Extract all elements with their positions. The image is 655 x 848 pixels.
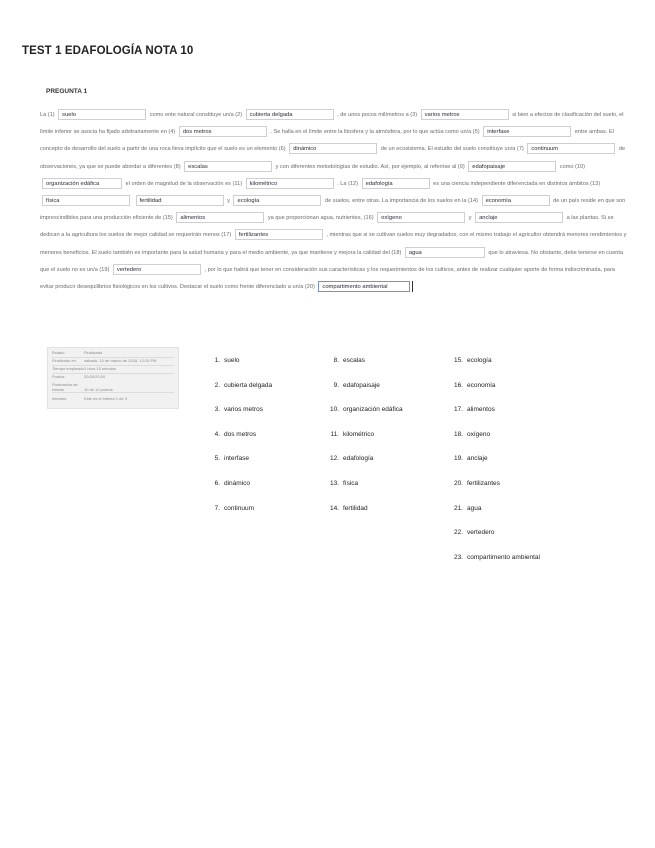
answer-gap-21[interactable]: agua [405,247,485,258]
item-number: 13. [329,479,339,487]
answer-gap-7[interactable]: continuum [527,143,615,154]
item-number: 16. [453,381,463,389]
item-number: 23. [453,553,463,561]
word-bank-item [212,505,272,530]
attempt-info-panel [47,347,179,409]
info-divider [52,365,174,366]
item-number: 9. [333,381,339,389]
info-value: 1 hora 13 minutos [84,366,117,371]
page-title: TEST 1 EDAFOLOGÍA NOTA 10 [22,45,194,57]
item-word: cubierta delgada [224,381,273,389]
answer-gap-10[interactable]: organización edáfica [42,178,122,189]
info-label: Estado [52,350,65,355]
item-number: 11. [330,430,339,438]
item-word: dos metros [224,430,257,438]
passage-text: ya que proporcionan agua, nutrientes, (16) [266,215,376,222]
answer-gap-15[interactable]: ecología [233,195,321,206]
info-row [52,358,174,363]
passage-text [132,198,134,204]
passage-text: . Se halla en el límite entre la litosfera y la atmósfera, por lo que actúa como un/a (5) [268,129,482,136]
info-row [52,382,174,392]
info-row [52,366,174,371]
passage-text: y [467,215,474,222]
info-label: Puntos [52,374,65,379]
item-word: escalas [343,357,366,364]
answer-gap-13[interactable]: física [42,195,130,206]
item-number: 7. [214,504,220,512]
info-divider [52,373,174,374]
item-number: 15. [453,357,463,364]
info-label: Tiempo empleado [52,366,84,371]
answer-gap-9[interactable]: edafopaisaje [468,161,556,172]
item-number: 8. [333,357,339,364]
passage-text: que lo atraviesa. No obstante, debe tenerse en cuenta que el suelo no es un/a (19) [40,249,624,273]
passage-text: el orden de magnitud de la observación es (11) [124,180,244,187]
word-bank-item [212,431,272,456]
info-label: Finalizado en [52,358,76,363]
passage-text: de observaciones, ya que se puede abordar a diferentes (8) [40,146,626,170]
word-bank-item [328,406,403,431]
word-bank-item [212,455,272,480]
word-bank-column-3 [452,357,540,578]
word-bank-item [452,554,540,579]
item-number: 2. [214,381,220,389]
item-word: varios metros [224,406,264,414]
item-word: edafopaisaje [343,381,380,389]
answer-gap-16[interactable]: economía [482,195,550,206]
passage-text: si bien a efectos de clasificación del suelo, el límite inferior se asocia ha fijado arbitrariamente en (4) [40,112,624,136]
word-bank-item [212,480,272,505]
passage-text: de un ecosistema. El estudio del suelo constituye un/a (7) [379,146,526,153]
passage-text: entre ambas. El concepto de desarrollo del suelo a partir de una roca lleva implícito que el suelo es un elemento (6) [40,129,614,153]
answer-gap-3[interactable]: varios metros [421,109,509,120]
item-number: 4. [214,430,220,438]
word-bank-item [328,357,403,382]
item-word: edafología [343,455,374,463]
word-bank-item [452,406,540,431]
info-value: sábado, 10 de marzo de 2018, 12:24 PM [84,358,157,363]
word-bank-item [328,505,403,530]
word-bank-item [452,505,540,530]
item-word: dinámico [224,479,251,487]
answer-gap-23[interactable]: compartimento ambiental [318,281,410,292]
info-row [52,396,174,401]
answer-gap-4[interactable]: dos metros [179,126,267,137]
passage-text: es una ciencia independiente diferenciada en distintos ámbitos (13) [431,180,601,187]
passage-text: de suelos, entre otras. La importancia de los suelos en la (14) [323,198,480,205]
passage-text: , por lo que habrá que tener en consideración sus características y los requerimientos de los cultivos, antes de realizar cualquier aporte de forma indiscriminada, para evitar producir desequilibrios fisiológicos en los cultivos. Destacar el suelo como frente diferenciado a un/a (20) [40,266,615,291]
word-bank-item [452,455,540,480]
word-bank-item [452,382,540,407]
answer-gap-18[interactable]: oxígeno [377,212,465,223]
item-word: oxígeno [467,430,491,438]
word-bank-item [452,357,540,382]
answer-gap-2[interactable]: cubierta delgada [246,109,334,120]
answer-gap-1[interactable]: suelo [58,109,146,120]
item-word: organización edáfica [343,406,403,414]
word-bank-item [328,382,403,407]
passage-text: . La (12) [335,180,360,187]
passage-text: y con diferentes metodologías de estudio. Así, por ejemplo, al referirse al (9) [274,163,467,170]
info-row [52,350,174,355]
word-bank-item [328,431,403,456]
answer-gap-6[interactable]: dinámico [289,143,377,154]
info-divider [52,392,174,393]
item-number: 5. [214,455,220,463]
item-word: fertilidad [343,504,368,512]
answer-gap-12[interactable]: edafología [362,178,430,189]
word-bank-item [328,480,403,505]
passage-text: , de unos pocos milímetros a (3) [335,112,419,118]
passage-text: como (10) [558,163,585,170]
item-number: 19. [453,455,463,463]
item-number: 18. [453,430,463,438]
word-bank-column-2 [328,357,403,529]
item-word: agua [467,504,482,512]
word-bank-item [452,529,540,554]
info-divider [52,357,174,358]
word-bank-column-1 [212,357,272,529]
item-word: suelo [224,357,240,364]
word-bank-item [212,406,272,431]
item-number: 6. [214,479,220,487]
info-label: Puntuación de Intento [52,382,78,392]
item-word: interfase [224,455,249,463]
info-value: 20,00/20,00 [84,374,106,379]
passage-text: como ente natural constituye un/a (2) [148,112,244,118]
answer-gap-17[interactable]: alimentos [176,212,264,223]
item-number: 17. [453,406,463,414]
answer-gap-8[interactable]: escalas [184,161,272,172]
word-bank-item [452,431,540,456]
word-bank-item [452,480,540,505]
answer-gap-14[interactable]: fertilidad [136,195,224,206]
text-caret [412,281,413,292]
info-label: Intentos [52,396,67,401]
item-number: 3. [214,406,220,414]
item-number: 20. [453,479,463,487]
info-value: Este es el intento 1 de 3 [84,396,127,401]
item-word: anclaje [467,455,488,463]
answer-gap-19[interactable]: anclaje [475,212,563,223]
passage-text: a las plantas. Si se dedican a la agricultura los suelos de mejor calidad se requerirán menos (17) [40,215,614,239]
passage-text: y [225,198,232,205]
info-value: Finalizado [84,350,103,355]
info-row [52,374,174,379]
item-number: 10. [329,406,339,414]
answer-gap-5[interactable]: interfase [483,126,571,137]
item-word: física [343,479,359,487]
item-word: economía [467,381,496,389]
question-heading: PREGUNTA 1 [46,88,88,95]
answer-gap-11[interactable]: kilométrico [246,178,334,189]
info-value: 10 de 10 puntos [84,387,113,392]
word-bank-item [212,357,272,382]
item-word: vertedero [467,529,495,537]
answer-gap-22[interactable]: vertedero [113,264,201,275]
item-number: 22. [453,529,463,537]
item-word: ecología [467,357,492,364]
item-number: 1. [214,357,220,364]
item-word: continuum [224,504,254,512]
item-word: fertilizantes [467,479,500,487]
passage-text: de un país reside en que son imprescindibles para una producción eficiente de (15) [40,198,626,222]
passage-text: , mientras que si se cultivan suelos muy degradados, con el mismo trabajo el agricultor obtendrá menores rendimientos y menores beneficios. El suelo también es importante para la salud humana y para el medio ambiente, ya que mantiene y mejora la calidad del (18) [40,232,627,256]
item-number: 14. [329,504,339,512]
word-bank-item [212,382,272,407]
item-word: compartimento ambiental [467,553,540,561]
answer-gap-20[interactable]: fertilizantes [235,229,323,240]
item-number: 21. [453,504,463,512]
item-word: alimentos [467,406,495,414]
item-word: kilométrico [343,430,375,438]
cloze-passage [40,107,630,296]
passage-text: La (1) [40,112,57,118]
item-number: 12. [329,455,339,463]
word-bank-item [328,455,403,480]
